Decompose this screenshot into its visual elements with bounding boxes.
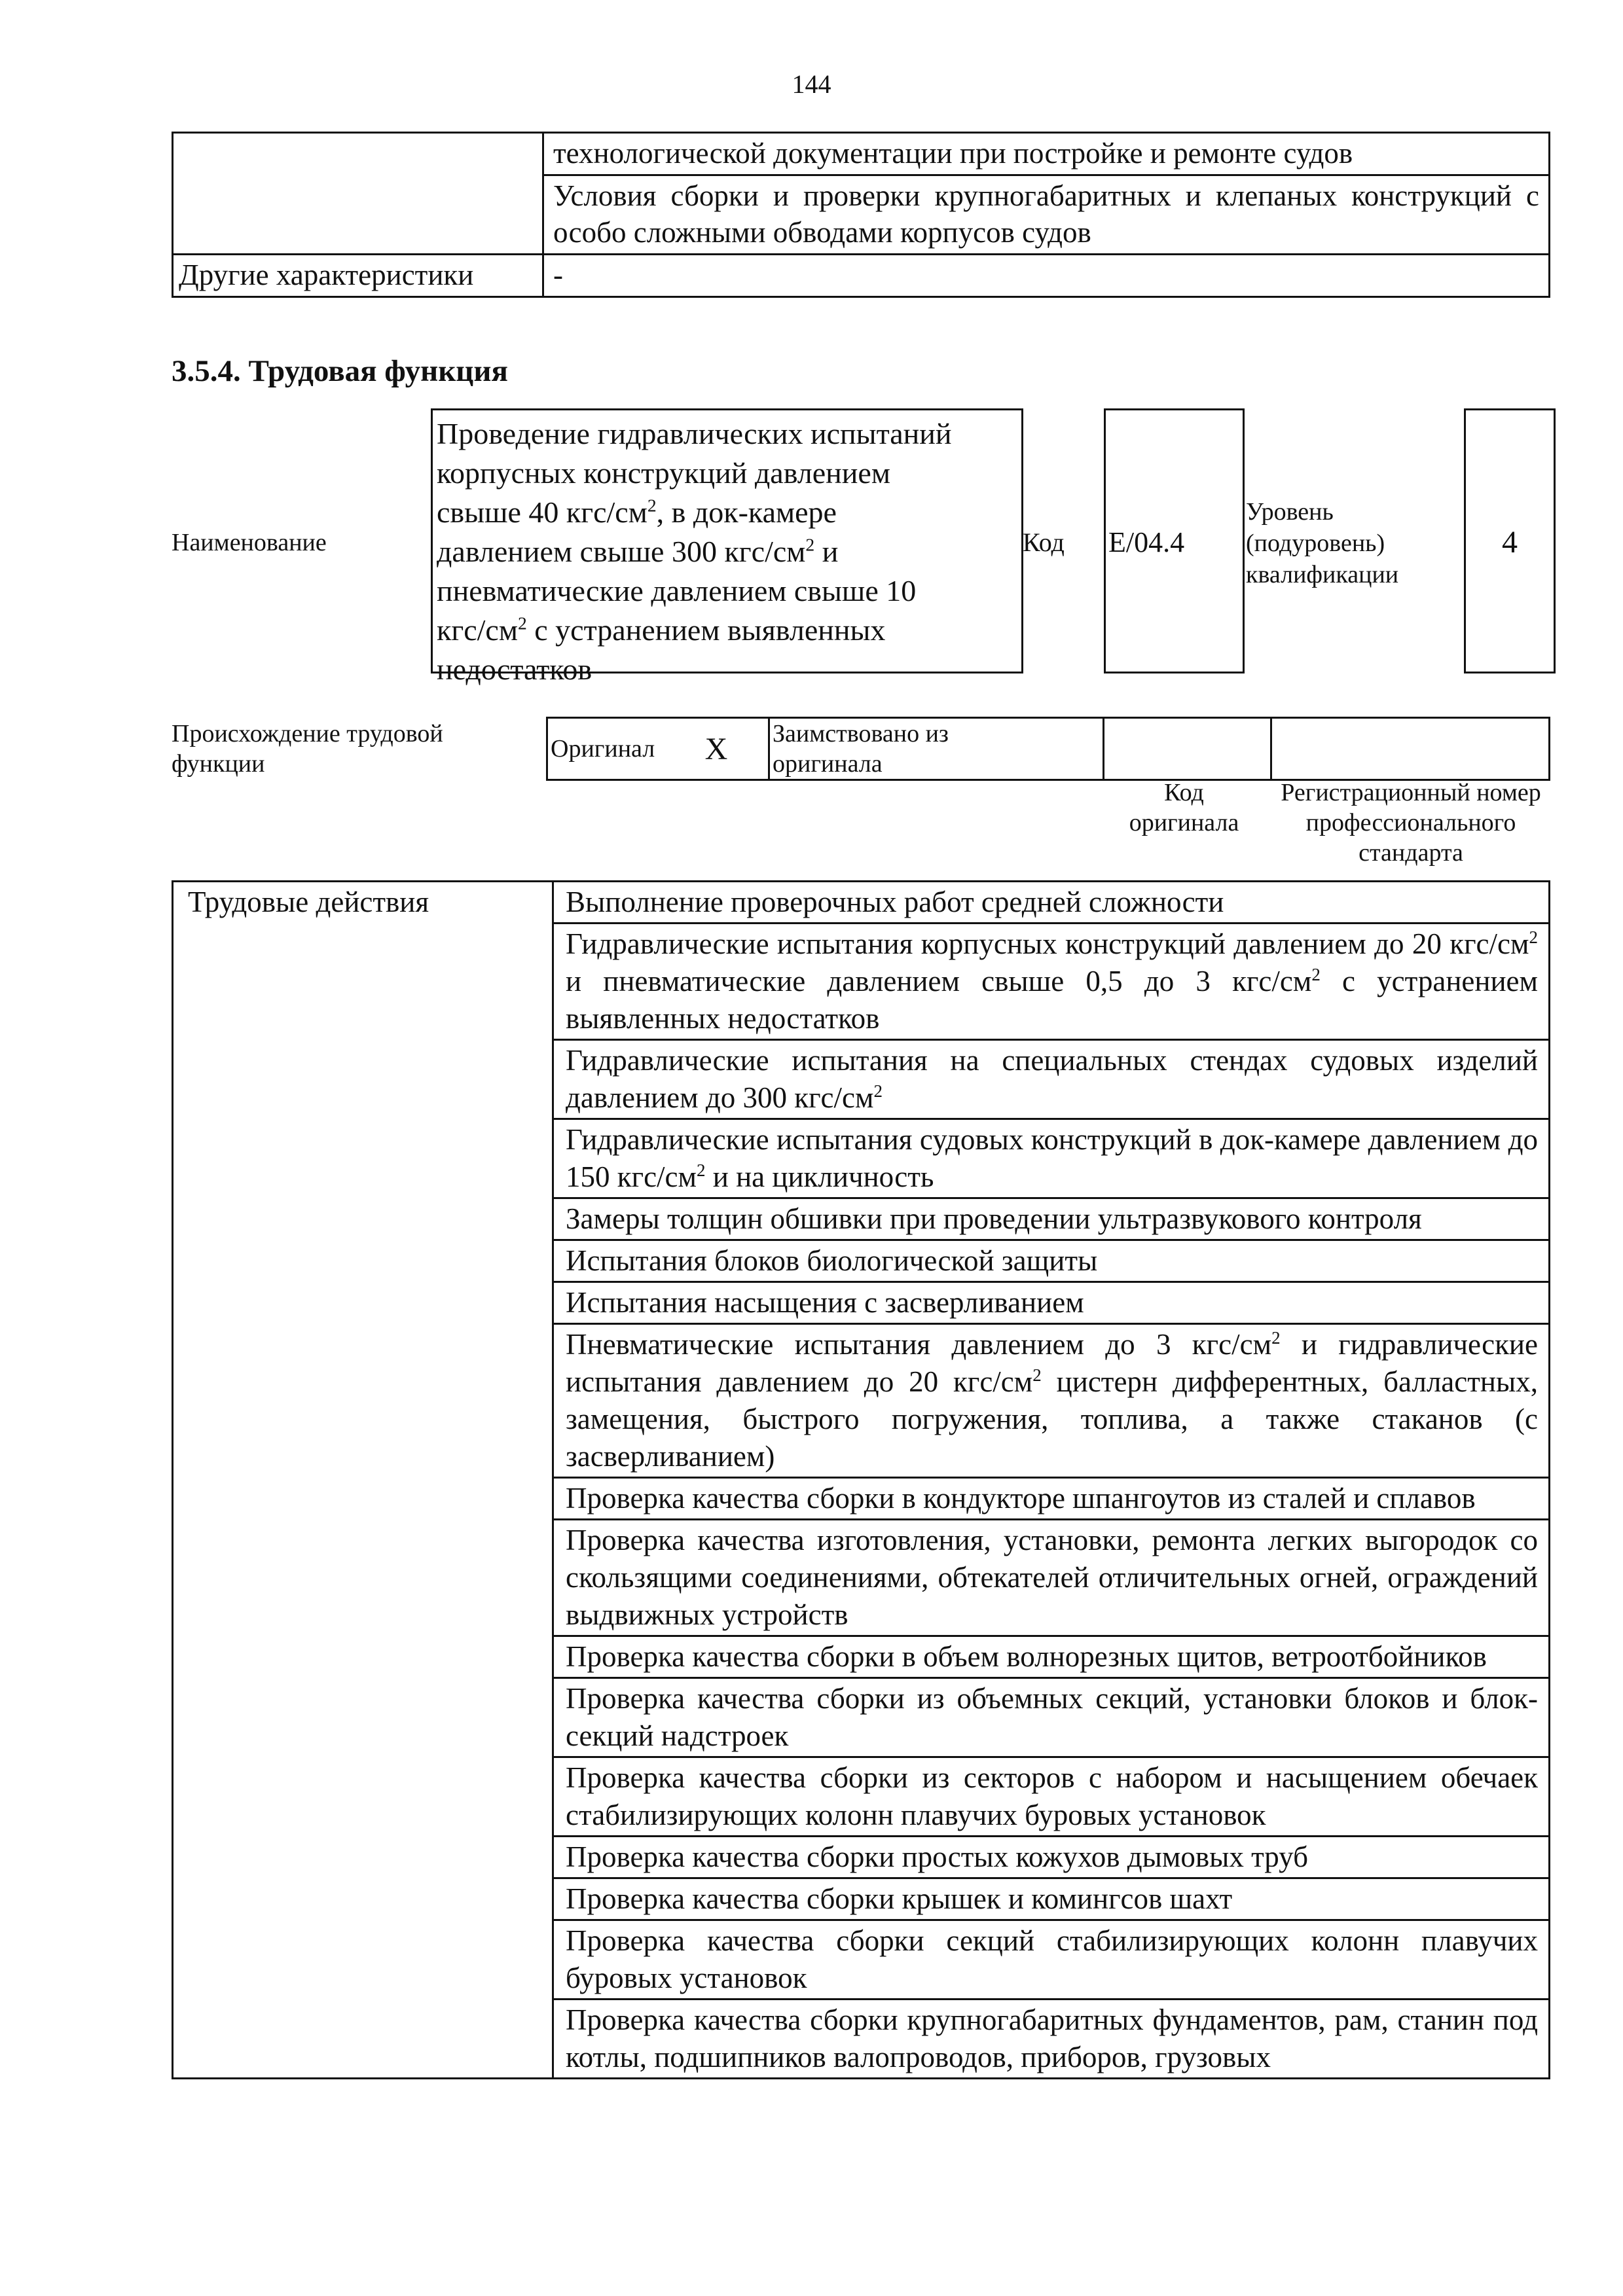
list-item: Проверка качества сборки простых кожухов дымовых труб bbox=[553, 1837, 1550, 1878]
item-part: Пневматические испытания давлением до 3 кгс/см bbox=[566, 1328, 1272, 1361]
other-characteristics-label: Другие характеристики bbox=[173, 255, 543, 297]
borrowed-label bbox=[769, 718, 1104, 780]
name-line-part: с устранением выявленных bbox=[526, 613, 886, 647]
item-part: Гидравлические испытания корпусных конструкций давлением до 20 кгс/см bbox=[566, 927, 1529, 960]
name-label: Наименование bbox=[172, 529, 327, 556]
list-item bbox=[553, 1040, 1550, 1119]
superscript: 2 bbox=[805, 534, 815, 555]
item-part: и гидравлические испытания давлением до 20 кгс/см bbox=[566, 1328, 1538, 1398]
origin-label bbox=[172, 719, 443, 779]
name-line: Проведение гидравлических испытаний bbox=[437, 417, 952, 450]
list-item: Проверка качества сборки секций стабилизирующих колонн плавучих буровых установок bbox=[553, 1920, 1550, 2000]
item-part: Гидравлические испытания судовых конструкций в док-камере давлением до 150 кгс/см bbox=[566, 1123, 1538, 1193]
original-mark: X bbox=[665, 718, 769, 780]
registration-number-caption bbox=[1267, 778, 1555, 868]
name-line: корпусных конструкций давлением bbox=[437, 456, 890, 490]
origin-table bbox=[546, 717, 1550, 781]
level-value: 4 bbox=[1502, 525, 1518, 560]
registration-number-cell bbox=[1271, 718, 1550, 780]
original-label: Оригинал bbox=[547, 718, 665, 780]
list-item: Проверка качества изготовления, установки, ремонта легких выгородок со скользящими соединениями, обтекателей отличительных огней, ограждений выдвижных устройств bbox=[553, 1520, 1550, 1636]
code-box bbox=[1104, 408, 1245, 673]
caption-line: профессионального bbox=[1305, 809, 1516, 836]
original-code-caption bbox=[1104, 778, 1264, 838]
level-label-line: Уровень bbox=[1246, 498, 1334, 526]
conditions-text: Условия сборки и проверки крупногабаритных и клепаных конструкций с особо сложными обводами корпусов судов bbox=[553, 179, 1539, 249]
item-part: Гидравлические испытания на специальных стендах судовых изделий давлением до 300 кгс/см bbox=[566, 1044, 1538, 1114]
item-part: цистерн дифферентных, балластных, замещения, быстрого погружения, топлива, а также стаканов (с засверливанием) bbox=[566, 1365, 1538, 1473]
caption-line: стандарта bbox=[1359, 839, 1463, 867]
name-line: недостатков bbox=[437, 653, 593, 686]
origin-label-line: Происхождение трудовой bbox=[172, 720, 443, 747]
superscript: 2 bbox=[647, 495, 657, 516]
borrowed-line: оригинала bbox=[773, 750, 883, 778]
superscript: 2 bbox=[1271, 1328, 1281, 1348]
list-item: Проверка качества сборки из секторов с набором и насыщением обечаек стабилизирующих колонн плавучих буровых установок bbox=[553, 1757, 1550, 1837]
list-item: Проверка качества сборки крупногабаритных фундаментов, рам, станин под котлы, подшипников валопроводов, приборов, грузовых bbox=[553, 2000, 1550, 2079]
empty-cell bbox=[173, 133, 543, 255]
level-label-line: квалификации bbox=[1246, 561, 1399, 588]
list-item: Испытания блоков биологической защиты bbox=[553, 1240, 1550, 1282]
name-line-part: , в док-камере bbox=[656, 495, 837, 529]
borrowed-line: Заимствовано из bbox=[773, 720, 949, 747]
name-line: пневматические давлением свыше 10 bbox=[437, 574, 917, 607]
table-row bbox=[173, 255, 1550, 297]
name-line-part: кгс/см bbox=[437, 613, 518, 647]
other-characteristics-value: - bbox=[543, 255, 1550, 297]
section-heading: 3.5.4. Трудовая функция bbox=[172, 354, 508, 388]
characteristics-table bbox=[172, 132, 1550, 298]
list-item bbox=[553, 1324, 1550, 1478]
caption-line: оригинала bbox=[1129, 809, 1239, 836]
item-part: с устранением выявленных недостатков bbox=[566, 965, 1538, 1035]
name-line-part: свыше 40 кгс/см bbox=[437, 495, 647, 529]
superscript: 2 bbox=[1311, 965, 1321, 984]
code-label: Код bbox=[1023, 528, 1065, 557]
table-row bbox=[173, 882, 1550, 924]
list-item: Проверка качества сборки в объем волнорезных щитов, ветроотбойников bbox=[553, 1636, 1550, 1678]
list-item: Замеры толщин обшивки при проведении ультразвукового контроля bbox=[553, 1198, 1550, 1240]
level-label-line: (подуровень) bbox=[1246, 529, 1385, 557]
labor-actions-label: Трудовые действия bbox=[173, 882, 553, 2079]
name-line-part: и bbox=[814, 535, 839, 568]
continued-text: технологической документации при постройке и ремонте судов bbox=[553, 137, 1353, 170]
superscript: 2 bbox=[1032, 1365, 1042, 1385]
list-item: Испытания насыщения с засверливанием bbox=[553, 1282, 1550, 1324]
page-number: 144 bbox=[792, 69, 831, 99]
item-part: и на цикличность bbox=[705, 1160, 934, 1193]
list-item: Проверка качества сборки крышек и комингсов шахт bbox=[553, 1878, 1550, 1920]
superscript: 2 bbox=[1529, 927, 1538, 947]
caption-line: Регистрационный номер bbox=[1281, 779, 1541, 806]
name-line bbox=[437, 532, 1017, 571]
original-code-cell bbox=[1104, 718, 1271, 780]
function-name-box bbox=[431, 408, 1023, 686]
name-line bbox=[437, 611, 1017, 650]
level-box bbox=[1464, 408, 1556, 673]
function-name-text bbox=[433, 410, 1021, 693]
item-part: и пневматические давлением свыше 0,5 до 3 кгс/см bbox=[566, 965, 1312, 997]
caption-line: Код bbox=[1164, 779, 1204, 806]
origin-label-line: функции bbox=[172, 750, 265, 778]
table-row bbox=[173, 133, 1550, 175]
superscript: 2 bbox=[873, 1081, 883, 1101]
table-cell bbox=[543, 133, 1550, 175]
list-item: Выполнение проверочных работ средней сложности bbox=[553, 882, 1550, 924]
name-line-part: давлением свыше 300 кгс/см bbox=[437, 535, 806, 568]
labor-actions-table bbox=[172, 880, 1550, 2079]
code-value: E/04.4 bbox=[1108, 526, 1185, 558]
qualification-level-label bbox=[1246, 496, 1398, 590]
list-item bbox=[553, 924, 1550, 1040]
superscript: 2 bbox=[517, 613, 527, 634]
superscript: 2 bbox=[697, 1160, 706, 1180]
list-item: Проверка качества сборки в кондукторе шпангоутов из сталей и сплавов bbox=[553, 1478, 1550, 1520]
list-item: Проверка качества сборки из объемных секций, установки блоков и блок-секций надстроек bbox=[553, 1678, 1550, 1757]
name-line bbox=[437, 493, 1017, 532]
table-cell bbox=[543, 175, 1550, 255]
list-item bbox=[553, 1119, 1550, 1198]
table-row bbox=[547, 718, 1550, 780]
